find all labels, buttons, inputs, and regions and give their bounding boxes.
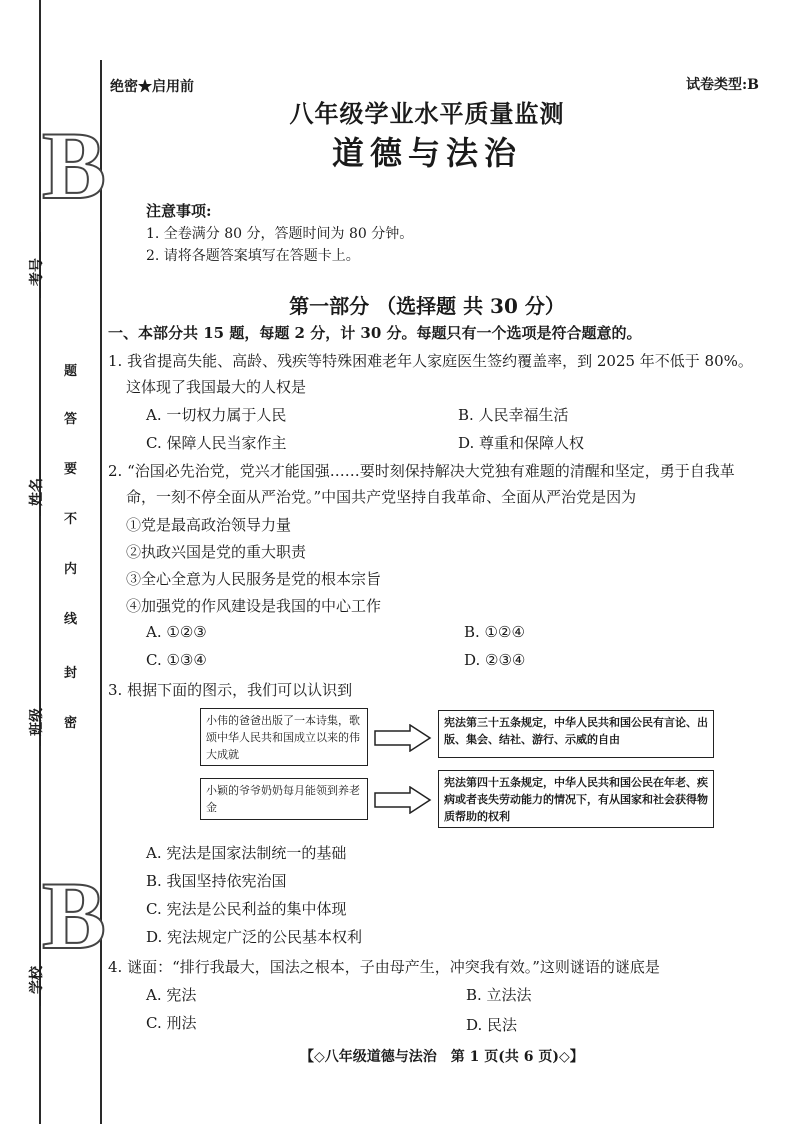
q3-option-a: A. 宪法是国家法制统一的基础 [146, 844, 347, 862]
q3-diagram-box-example-1: 小伟的爸爸出版了一本诗集，歌颂中华人民共和国成立以来的伟大成就 [200, 708, 368, 766]
q3-diagram-box-law-2: 宪法第四十五条规定，中华人民共和国公民在年老、疾病或者丧失劳动能力的情况下，有从国家和社会获得物质帮助的权利 [438, 770, 714, 828]
q1-option-a: A. 一切权力属于人民 [146, 406, 287, 424]
seal-char: 不 [64, 512, 78, 527]
q1-option-d: D. 尊重和保障人权 [458, 434, 585, 452]
seal-char: 要 [64, 462, 78, 477]
page-footer: 【◇八年级道德与法治 第 1 页(共 6 页)◇】 [300, 1049, 584, 1065]
label-name: 姓名 [29, 478, 45, 506]
q2-option-c: C. ①③④ [146, 651, 207, 669]
q3-option-b: B. 我国坚持依宪治国 [146, 872, 287, 890]
q4-option-b: B. 立法法 [466, 986, 532, 1004]
q2-stem-line1: 2. “治国必先治党，党兴才能国强……要时刻保持解决大党独有难题的清醒和坚定，勇于自我革 [108, 462, 735, 480]
q3-diagram-box-law-1: 宪法第三十五条规定，中华人民共和国公民有言论、出版、集会、结社、游行、示威的自由 [438, 710, 714, 758]
label-exam-no: 考号 [29, 258, 45, 286]
q4-option-a: A. 宪法 [146, 986, 197, 1004]
q2-option-d: D. ②③④ [464, 651, 526, 669]
paper-type-letter-bottom: B [42, 862, 107, 969]
notice-item: 2. 请将各题答案填写在答题卡上。 [146, 248, 360, 264]
q3-diagram-box-example-2: 小颖的爷爷奶奶每月能领到养老金 [200, 778, 368, 820]
q1-stem-line1: 1. 我省提高失能、高龄、残疾等特殊困难老年人家庭医生签约覆盖率，到 2025 年不低于 80%。 [108, 352, 753, 370]
q2-statement: ②执政兴国是党的重大职责 [126, 543, 307, 561]
q1-option-b: B. 人民幸福生活 [458, 406, 569, 424]
q1-option-c: C. 保障人民当家作主 [146, 434, 287, 452]
section-intro: 一、本部分共 15 题，每题 2 分，计 30 分。每题只有一个选项是符合题意的。 [108, 324, 642, 342]
q4-option-c: C. 刑法 [146, 1014, 197, 1032]
paper-type-label: 试卷类型:B [686, 77, 760, 93]
q1-stem-line2: 这体现了我国最大的人权是 [126, 378, 307, 396]
seal-char: 密 [64, 716, 78, 731]
seal-char: 封 [64, 666, 78, 681]
q4-stem: 4. 谜面：“排行我最大，国法之根本，子由母产生，冲突我有效。”这则谜语的谜底是 [108, 958, 660, 976]
q4-option-d: D. 民法 [466, 1016, 518, 1034]
q3-option-c: C. 宪法是公民利益的集中体现 [146, 900, 347, 918]
seal-char: 题 [64, 364, 78, 379]
q2-statement: ④加强党的作风建设是我国的中心工作 [126, 597, 382, 615]
q3-diagram-arrow-icon [374, 724, 432, 752]
q2-option-b: B. ①②④ [464, 623, 525, 641]
q2-statement: ③全心全意为人民服务是党的根本宗旨 [126, 570, 382, 588]
q3-diagram-arrow-icon [374, 786, 432, 814]
part-title: 第一部分 （选择题 共 30 分） [289, 294, 565, 318]
label-class: 班级 [29, 708, 45, 736]
q3-option-d: D. 宪法规定广泛的公民基本权利 [146, 928, 363, 946]
seal-char: 内 [64, 562, 78, 577]
seal-char: 答 [64, 412, 78, 427]
q2-stem-line2: 命，一刻不停全面从严治党。”中国共产党坚持自我革命、全面从严治党是因为 [126, 488, 637, 506]
q2-statement: ①党是最高政治领导力量 [126, 516, 292, 534]
q2-option-a: A. ①②③ [146, 623, 207, 641]
subject-title: 道德与法治 [331, 134, 522, 172]
paper-type-letter-top: B [42, 112, 107, 219]
seal-char: 线 [64, 612, 78, 627]
notice-item: 1. 全卷满分 80 分，答题时间为 80 分钟。 [146, 226, 414, 242]
exam-title: 八年级学业水平质量监测 [289, 99, 565, 128]
secrecy-label: 绝密★启用前 [110, 79, 194, 95]
notice-heading: 注意事项: [146, 202, 212, 220]
label-school: 学校 [29, 966, 45, 994]
q3-stem: 3. 根据下面的图示，我们可以认识到 [108, 681, 353, 699]
